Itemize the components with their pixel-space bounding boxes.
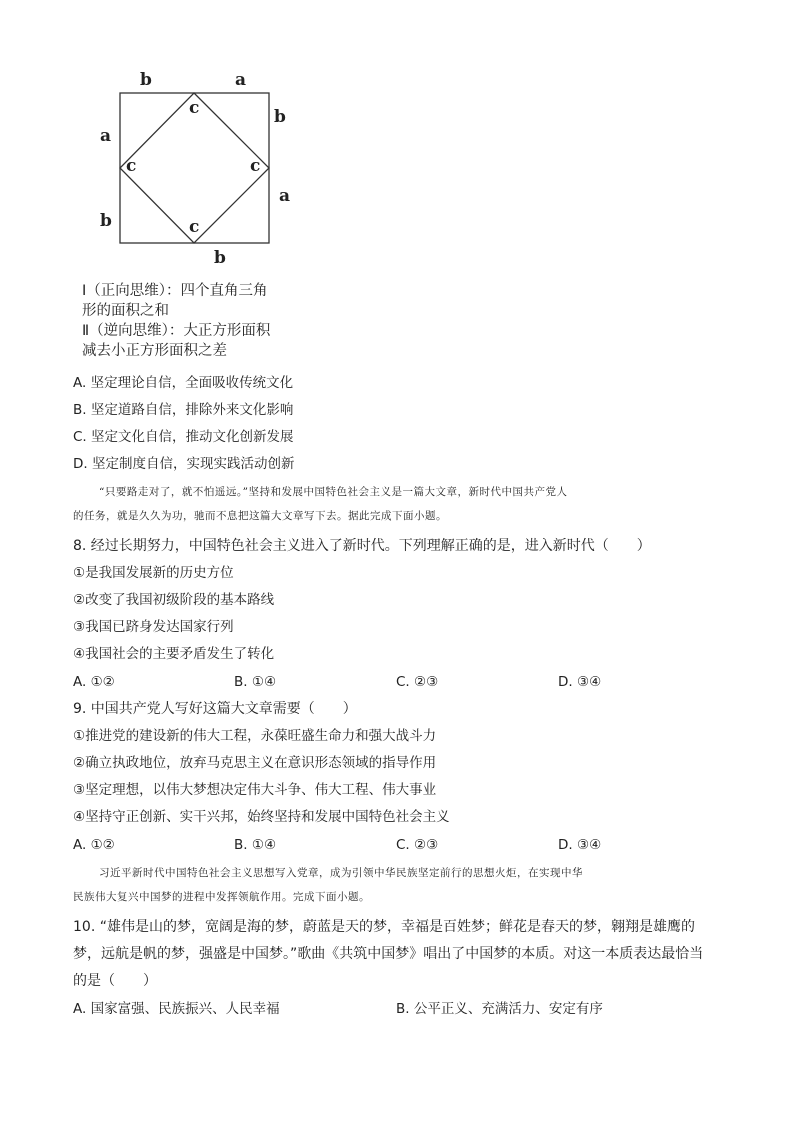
q9-item: ④坚持守正创新、实干兴邦，始终坚持和发展中国特色社会主义 [73, 809, 450, 825]
q9-stem: 9. 中国共产党人写好这篇大文章需要（ ） [73, 701, 357, 717]
caption-line: Ⅱ（逆向思维）：大正方形面积 [82, 323, 271, 339]
q8-item: ③我国已跻身发达国家行列 [73, 619, 234, 635]
q9-option-a: A. ①② [73, 837, 115, 853]
intro1-line1: “只要路走对了，就不怕遥远。”坚持和发展中国特色社会主义是一篇大文章，新时代中国共产党人 [99, 486, 568, 498]
label-c-right: c [250, 156, 261, 176]
q7-option-d: D. 坚定制度自信，实现实践活动创新 [73, 456, 295, 472]
intro2-line1: 习近平新时代中国特色社会主义思想写入党章，成为引领中华民族坚定前行的思想火炬，在实现中华 [99, 867, 583, 879]
intro1-line2: 的任务，就是久久为功，驰而不息把这篇大文章写下去。据此完成下面小题。 [73, 510, 447, 522]
q8-stem: 8. 经过长期努力，中国特色社会主义进入了新时代。下列理解正确的是，进入新时代（ ） [73, 538, 651, 554]
label-c-bottom: c [189, 217, 200, 237]
q9-item: ③坚定理想，以伟大梦想决定伟大斗争、伟大工程、伟大事业 [73, 782, 437, 798]
label-bottom-b: b [214, 248, 226, 268]
q10-option-b: B. 公平正义、充满活力、安定有序 [396, 1001, 603, 1017]
q8-option-b: B. ①④ [234, 674, 277, 690]
q9-option-c: C. ②③ [396, 837, 439, 853]
caption-line: 减去小正方形面积之差 [82, 343, 227, 359]
label-c-top: c [189, 98, 200, 118]
caption-line: Ⅰ（正向思维）：四个直角三角 [82, 283, 268, 299]
label-top-a: a [235, 70, 247, 90]
label-right-b: b [274, 107, 286, 127]
caption-line: 形的面积之和 [82, 303, 169, 319]
q10-stem-line1: 10. “雄伟是山的梦，宽阔是海的梦，蔚蓝是天的梦，幸福是百姓梦；鲜花是春天的梦，翱翔是雄鹰的 [73, 919, 695, 935]
q10-option-a: A. 国家富强、民族振兴、人民幸福 [73, 1001, 280, 1017]
label-left-a: a [100, 126, 112, 146]
q8-item: ①是我国发展新的历史方位 [73, 565, 234, 581]
q8-option-a: A. ①② [73, 674, 115, 690]
label-right-a: a [279, 186, 291, 206]
q10-stem-line2: 梦，远航是帆的梦，强盛是中国梦。”歌曲《共筑中国梦》唱出了中国梦的本质。对这一本质表达最恰当 [73, 946, 704, 962]
q10-stem-line3: 的是（ ） [73, 973, 157, 989]
q9-item: ②确立执政地位，放弃马克思主义在意识形态领域的指导作用 [73, 755, 437, 771]
label-top-b: b [140, 70, 152, 90]
square-diagram [96, 70, 306, 270]
q7-option-b: B. 坚定道路自信，排除外来文化影响 [73, 402, 294, 418]
label-left-b: b [100, 211, 112, 231]
q7-option-a: A. 坚定理论自信，全面吸收传统文化 [73, 375, 294, 391]
intro2-line2: 民族伟大复兴中国梦的进程中发挥领航作用。完成下面小题。 [73, 891, 370, 903]
q8-item: ②改变了我国初级阶段的基本路线 [73, 592, 275, 608]
material-intro-2 [73, 861, 723, 909]
q9-item: ①推进党的建设新的伟大工程，永葆旺盛生命力和强大战斗力 [73, 728, 437, 744]
q9-option-b: B. ①④ [234, 837, 277, 853]
q8-option-d: D. ③④ [558, 674, 602, 690]
diagram-caption [82, 281, 322, 361]
q7-option-c: C. 坚定文化自信，推动文化创新发展 [73, 429, 294, 445]
q9-option-d: D. ③④ [558, 837, 602, 853]
material-intro-1 [73, 480, 723, 528]
q8-option-c: C. ②③ [396, 674, 439, 690]
label-c-left: c [126, 156, 137, 176]
q8-item: ④我国社会的主要矛盾发生了转化 [73, 646, 275, 662]
